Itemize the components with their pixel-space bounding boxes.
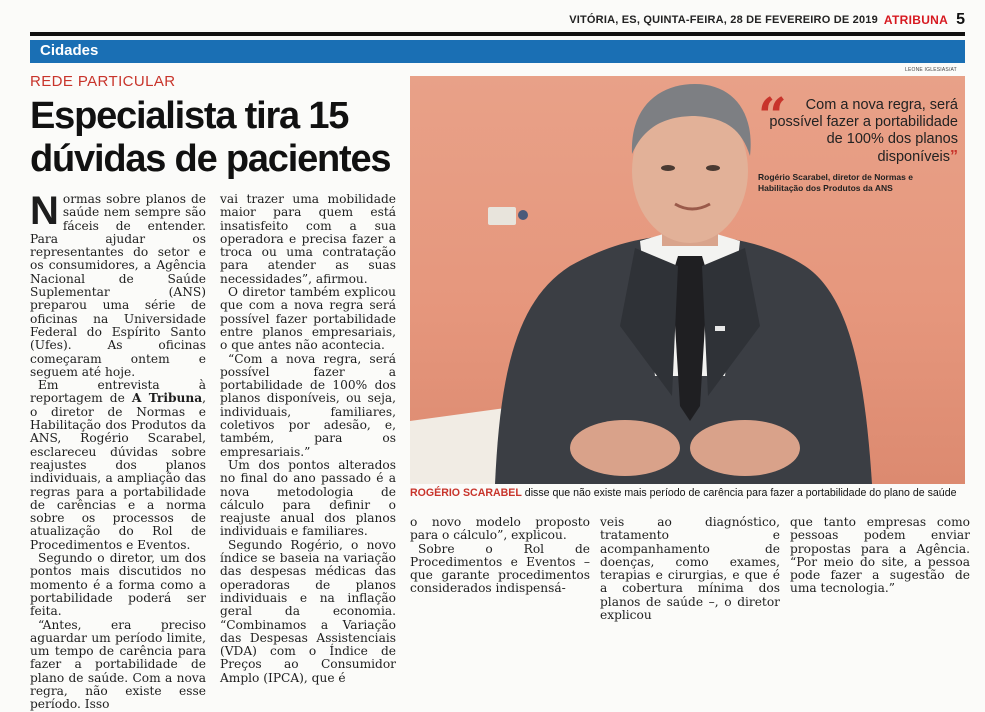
article-column-5: [790, 516, 970, 596]
quote-attribution: Rogério Scarabel, diretor de Normas e Habilitação dos Produtos da ANS: [758, 172, 913, 193]
article-column-4: [600, 516, 780, 622]
photo-credit: LEONE IGLESIAS/AT: [905, 67, 957, 73]
open-quote-icon: “: [758, 86, 787, 145]
section-bar: [30, 40, 965, 63]
paragraph: Sobre o Rol de Procedimentos e Eventos – que garante procedimentos considerados indispensá-: [410, 541, 590, 596]
paragraph: veis ao diagnóstico, tratamento e acompanhamento de doenças, como exames, terapias e cirurgias, e que é a cobertura mínima dos planos de saúde –, o diretor explicou: [600, 515, 780, 623]
dateline: VITÓRIA, ES, QUINTA-FEIRA, 28 DE FEVEREIRO DE 2019: [569, 14, 878, 26]
page-header: [560, 10, 965, 30]
paragraph-text: , o diretor de Normas e Habilitação dos Produtos da ANS, Rogério Scarabel, esclareceu dúvidas sobre reajustes dos planos individuais, a ampliação das regras para a portabilidade de carências e a norma sobre os processos de atualização do Rol de Procedimentos e Eventos.: [30, 391, 206, 552]
newspaper-name: A Tribuna: [131, 391, 203, 406]
paragraph: que tanto empresas como pessoas podem enviar propostas para a Agência. “Por meio do site, a pessoa pode fazer a sugestão de uma tecnologia.”: [790, 515, 970, 596]
caption-name: ROGÉRIO SCARABEL: [410, 487, 522, 499]
quote-text-block: [758, 97, 958, 166]
page-number: 5: [956, 11, 965, 28]
section-title: Cidades: [40, 42, 99, 59]
paragraph: Um dos pontos alterados no final do ano passado é a nova metodologia de cálculo para definir o reajuste anual dos planos individuais e familiares.: [220, 457, 396, 539]
newspaper-logo: ATRIBUNA: [883, 13, 949, 27]
headline: Especialista tira 15 dúvidas de pacientes: [30, 95, 391, 180]
quote-text: Com a nova regra, será possível fazer a portabilidade de 100% dos planos disponíveis: [769, 97, 958, 165]
photo-caption: [410, 487, 965, 499]
close-quote-icon: ”: [950, 148, 958, 165]
paragraph: o novo modelo proposto para o cálculo”, explicou.: [410, 515, 590, 543]
article-column-3: [410, 516, 590, 596]
hand-left: [570, 420, 680, 476]
paragraph: O diretor também explicou que com a nova regra será possível fazer portabilidade entre planos empresariais, o que antes não acontecia.: [220, 285, 396, 353]
wall-socket-dot: [518, 210, 528, 220]
hand-right: [690, 420, 800, 476]
kicker: REDE PARTICULAR: [30, 73, 176, 90]
paragraph: Segundo o diretor, um dos pontos mais discutidos no momento é a forma como a portabilidade poderá ser feita.: [30, 551, 206, 619]
caption-text: disse que não existe mais período de carência para fazer a portabilidade do plano de saúde: [524, 487, 957, 499]
paragraph: vai trazer uma mobilidade maior para quem está insatisfeito com a sua operadora e precisa fazer a troca ou uma contratação para atender as suas necessidades”, afirmou.: [220, 192, 396, 286]
paragraph-text: ormas sobre planos de saúde nem sempre são fáceis de entender. Para ajudar os representantes do setor e os consumidores, a Agência Nacional de Saúde Suplementar (ANS) preparou uma série de oficinas na Universidade Federal do Espírito Santo (Ufes). As oficinas começaram ontem e seguem até hoje.: [30, 192, 206, 379]
paragraph: “Com a nova regra, será possível fazer a portabilidade de 100% dos planos disponíveis, ou seja, individuais, familiares, coletivos por adesão, e, também, para os empresariais.”: [220, 351, 396, 459]
pull-quote: [758, 86, 958, 194]
drop-cap: N: [30, 189, 59, 233]
eye-right: [706, 165, 720, 171]
wall-socket-icon: [488, 207, 516, 225]
eye-left: [661, 165, 675, 171]
header-rule: [30, 32, 965, 36]
article-column-1: [30, 189, 206, 712]
lapel-pin-icon: [715, 326, 725, 331]
article-column-2: [220, 193, 396, 685]
paragraph: [30, 379, 206, 552]
paragraph: “Antes, era preciso aguardar um período limite, um tempo de carência para fazer a portabilidade de plano de saúde. Com a nova regra, não existe esse período. Isso: [30, 617, 206, 712]
paragraph: Segundo Rogério, o novo índice se baseia na variação das despesas médicas das operadoras de planos individuais e na inflação geral da economia. “Combinamos a Variação das Despesas Assistenciais (VDA) com o Índice de Preços ao Consumidor Amplo (IPCA), que é: [220, 537, 396, 685]
paragraph-text: Em entrevista à reportagem de: [30, 378, 206, 406]
paragraph: [30, 189, 206, 379]
